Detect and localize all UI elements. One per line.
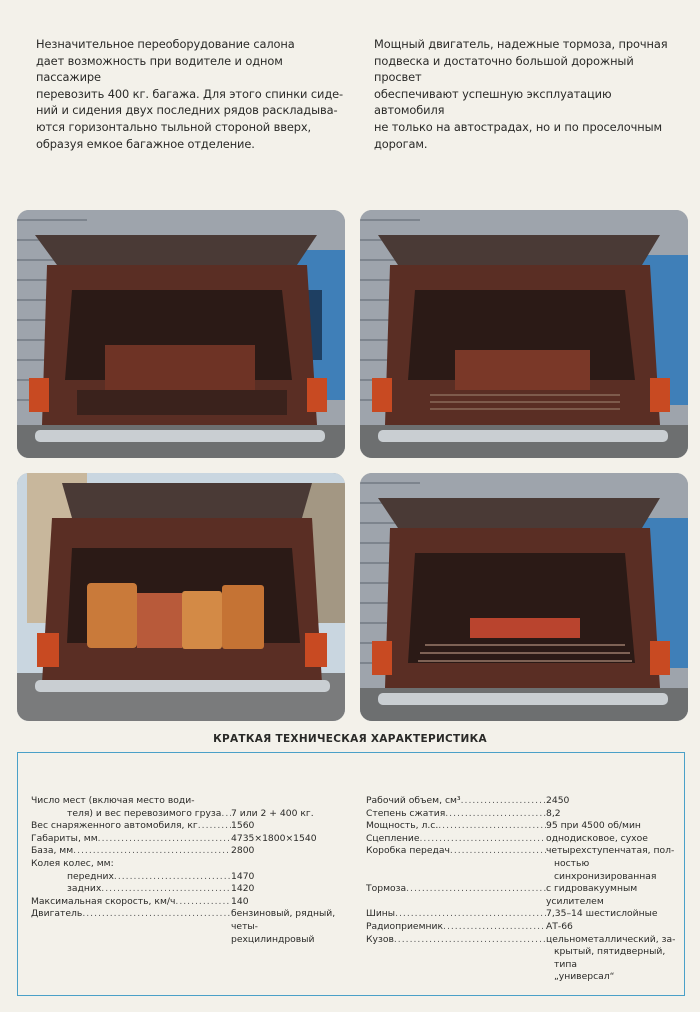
spec-label: Кузов — [366, 933, 394, 945]
spec-row — [366, 921, 676, 934]
spec-row — [31, 896, 361, 909]
spec-row — [31, 858, 361, 871]
spec-value-continued: ностью синхронизированная — [554, 857, 657, 882]
spec-row — [366, 833, 676, 846]
spec-label: Габариты, мм — [31, 832, 98, 844]
photo-cargo-floor — [360, 210, 688, 458]
spec-label: теля) и вес перевозимого груза — [67, 807, 222, 819]
spec-row — [31, 833, 361, 846]
spec-column-left — [31, 795, 361, 946]
spec-value: 7 или 2 + 400 кг. — [231, 807, 314, 819]
spec-value: бензиновый, рядный, четы- — [231, 908, 336, 932]
spec-row — [31, 883, 361, 896]
spec-label: Радиоприемник — [366, 920, 444, 932]
spec-label: Тормоза — [366, 883, 407, 895]
spec-value: цельнометаллический, за- — [546, 933, 676, 945]
intro-text-right: Мощный двигатель, надежные тормоза, прочная подвеска и достаточно большой дорожный просвет обеспечивают успешную эксплуатацию автомобиля не только на автострадах, но и по проселочным дорогам. — [374, 37, 668, 151]
spec-value: АТ-66 — [546, 920, 573, 932]
spec-value: с гидровакуумным усилителем — [546, 883, 638, 907]
spec-row — [31, 820, 361, 833]
spec-title: КРАТКАЯ ТЕХНИЧЕСКАЯ ХАРАКТЕРИСТИКА — [213, 733, 487, 745]
spec-row — [366, 808, 676, 821]
spec-box — [17, 752, 685, 996]
spec-row — [366, 795, 676, 808]
spec-label: Двигатель — [31, 908, 83, 920]
spec-label: передних — [67, 870, 114, 882]
spec-label: Коробка передач — [366, 845, 450, 857]
spec-value: 2450 — [546, 795, 570, 806]
spec-value: однодисковое, сухое — [546, 832, 648, 844]
spec-value: 1420 — [231, 883, 255, 895]
photo-full-cargo-floor — [360, 473, 688, 721]
spec-value: 1560 — [231, 820, 255, 832]
spec-label: База, мм — [31, 845, 74, 857]
spec-value: четырехступенчатая, пол- — [546, 845, 675, 857]
spec-value: 2800 — [231, 845, 255, 857]
spec-row — [366, 845, 676, 858]
spec-value: 140 — [231, 895, 249, 907]
spec-column-right — [366, 795, 676, 984]
photo-rear-seats-folded — [17, 210, 345, 458]
spec-value-continued: рехцилиндровый — [231, 933, 315, 945]
spec-label: Число мест (включая место води- — [31, 795, 195, 806]
spec-row — [31, 808, 361, 821]
spec-value: 1470 — [231, 870, 255, 882]
spec-row — [366, 883, 676, 908]
spec-row — [366, 934, 676, 947]
spec-label: Сцепление — [366, 832, 420, 844]
spec-label: Мощность, л.с. — [366, 820, 439, 832]
spec-value: 7,35–14 шестислойные — [546, 908, 658, 920]
spec-label: Максимальная скорость, км/ч — [31, 895, 176, 907]
spec-label: Рабочий объем, см³ — [366, 795, 461, 806]
spec-row — [366, 820, 676, 833]
photo-luggage-loaded — [17, 473, 345, 721]
spec-row — [31, 795, 361, 808]
spec-row — [366, 908, 676, 921]
spec-value: 4735×1800×1540 — [231, 832, 317, 844]
spec-label: Степень сжатия — [366, 807, 446, 819]
spec-row — [31, 845, 361, 858]
spec-row — [31, 871, 361, 884]
spec-value: 8,2 — [546, 807, 561, 819]
spec-label: Шины — [366, 908, 396, 920]
spec-value: 95 при 4500 об/мин — [546, 820, 641, 832]
spec-row — [31, 908, 361, 933]
spec-label: задних — [67, 883, 102, 895]
intro-text-left: Незначительное переоборудование салона дает возможность при водителе и одном пассажире перевозить 400 кг. багажа. Для этого спинки сиде- ний и сидения двух последних рядов раскладыва- ются горизонтально тыльной стороной вверх, образуя емкое багажное отделение. — [36, 37, 344, 151]
spec-label: Колея колес, мм: — [31, 857, 114, 869]
spec-value-continued: крытый, пятидверный, типа „универсал“ — [554, 946, 666, 983]
spec-label: Вес снаряженного автомобиля, кг — [31, 820, 198, 832]
